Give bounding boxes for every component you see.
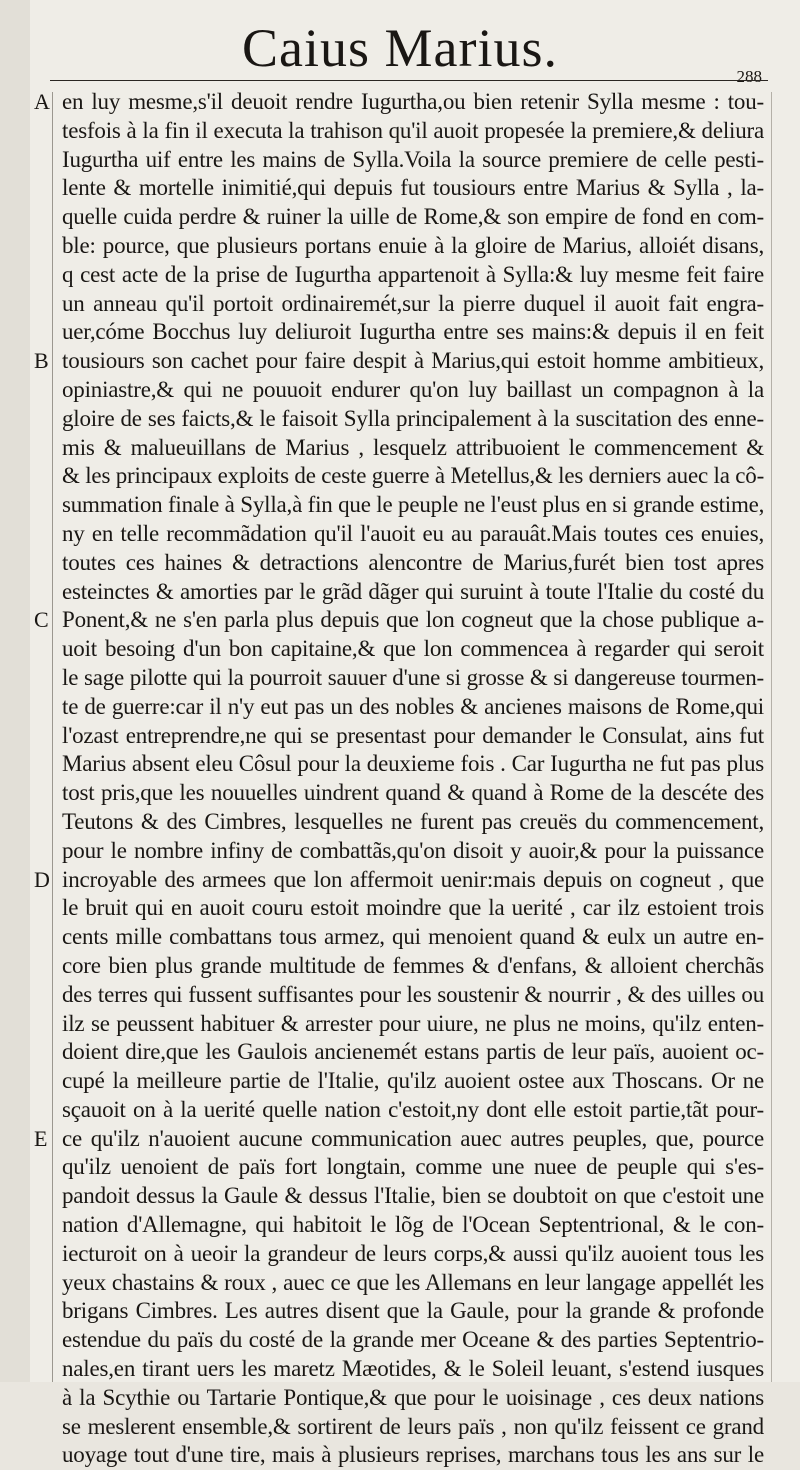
text-line: à la Scythie ou Tartarie Pontique,& que pour le uoisinage , ces deux nations <box>62 1384 764 1410</box>
text-line: pour le nombre infiny de combattãs,qu'on disoit y auoir,& pour la puissance <box>62 837 764 863</box>
text-line: l'ozast entreprendre,ne qui se presentast pour demander le Consulat, ains fut <box>62 722 764 748</box>
text-line: tousiours son cachet pour faire despit à Marius,qui estoit homme ambitieux, <box>62 348 764 374</box>
text-line: en luy mesme,s'il deuoit rendre Iugurtha,ou bien retenir Sylla mesme : tou- <box>62 89 764 114</box>
margin-marker: E <box>34 1125 48 1151</box>
body-text <box>62 88 764 1470</box>
margin-marker: C <box>34 607 49 633</box>
text-line: ny en telle recommãdation qu'il l'auoit eu au parauât.Mais toutes ces enuies, <box>62 520 764 546</box>
text-line: Teutons & des Cimbres, lesquelles ne furent pas creuës du commencement, <box>62 808 764 834</box>
page-header <box>0 12 800 86</box>
margin-marker: A <box>34 89 50 114</box>
margin-marker: B <box>34 348 49 374</box>
text-line: ilz se peussent habituer & arrester pour uiure, ne plus ne moins, qu'ilz enten- <box>62 1010 764 1036</box>
header-rule <box>50 80 768 81</box>
text-line: ble: pource, que plusieurs portans enuie à la gloire de Marius, alloiét disans, <box>62 232 764 258</box>
left-margin-rule <box>52 92 53 1382</box>
text-line: Marius absent eleu Côsul pour la deuxieme fois . Car Iugurtha ne fut pas plus <box>62 751 764 777</box>
text-line: toutes ces haines & detractions alencontre de Marius,furét bien tost apres <box>62 549 764 575</box>
text-line: le sage pilotte qui la pourroit sauuer d'une si grosse & si dangereuse tourmen- <box>62 664 764 690</box>
text-line: un anneau qu'il portoit ordinairemét,sur la pierre duquel il auoit fait engra- <box>62 290 764 316</box>
text-line: sçauoit on à la uerité quelle nation c'estoit,ny dont elle estoit partie,tãt pour- <box>62 1096 764 1122</box>
text-line: nation d'Allemagne, qui habitoit le lõg de l'Ocean Septentrional, & le con- <box>62 1212 764 1238</box>
page-gutter <box>0 0 30 1382</box>
text-line: estendue du païs du costé de la grande mer Oceane & des parties Septentrio- <box>62 1327 764 1353</box>
text-line: ce qu'ilz n'auoient aucune communication auec autres peuples, que, pource <box>62 1125 764 1151</box>
text-line: incroyable des armees que lon affermoit uenir:mais depuis on cogneut , que <box>62 866 764 892</box>
text-line: pandoit dessus la Gaule & dessus l'Italie, bien se doubtoit on que c'estoit une <box>62 1183 764 1209</box>
text-line: uoit besoing d'un bon capitaine,& que lon commencea à regarder qui seroit <box>62 636 764 662</box>
text-line: quelle cuida perdre & ruiner la uille de Rome,& son empire de fond en com- <box>62 204 764 230</box>
page-number: 288 <box>736 67 762 86</box>
text-line: doient dire,que les Gaulois ancienemét estans partis de leur païs, auoient oc- <box>62 1039 764 1065</box>
text-line: cents mille combattans tous armez, qui menoient quand & eulx un autre en- <box>62 924 764 950</box>
text-line: q cest acte de la prise de Iugurtha appartenoit à Sylla:& luy mesme feit faire <box>62 261 764 287</box>
text-line: se meslerent ensemble,& sortirent de leurs païs , non qu'ilz feissent ce grand <box>62 1413 764 1439</box>
text-line: lente & mortelle inimitié,qui depuis fut tousiours entre Marius & Sylla , la- <box>62 175 764 201</box>
text-line: tost pris,que les nouuelles uindrent quand & quand à Rome de la descéte des <box>62 780 764 806</box>
text-line: Ponent,& ne s'en parla plus depuis que lon cogneut que la chose publique a- <box>62 607 764 633</box>
text-line: uer,cóme Bocchus luy deliuroit Iugurtha entre ses mains:& depuis il en feit <box>62 319 764 345</box>
text-line: tesfois à la fin il executa la trahison qu'il auoit propesée la premiere,& deliura <box>62 117 764 143</box>
text-line: yeux chastains & roux , auec ce que les Allemans en leur langage appellét les <box>62 1269 764 1295</box>
text-line: Iugurtha uif entre les mains de Sylla.Voila la source premiere de celle pesti- <box>62 146 764 172</box>
text-line: le bruit qui en auoit couru estoit moindre que la uerité , car ilz estoient trois <box>62 895 764 921</box>
text-line: brigans Cimbres. Les autres disent que la Gaule, pour la grande & profonde <box>62 1298 764 1324</box>
text-line: te de guerre:car il n'y eut pas un des nobles & ancienes maisons de Rome,qui <box>62 693 764 719</box>
text-line: core bien plus grande multitude de femmes & d'enfans, & alloient cherchãs <box>62 952 764 978</box>
text-line: uoyage tout d'une tire, mais à plusieurs reprises, marchans tous les ans sur le <box>62 1442 764 1468</box>
text-line: iecturoit on à ueoir la grandeur de leurs corps,& aussi qu'ilz auoient tous les <box>62 1240 764 1266</box>
running-title: Caius Marius. <box>242 18 558 78</box>
right-margin-rule <box>771 92 772 1382</box>
text-line: gloire de ses faicts,& le faisoit Sylla principalement à la suscitation des enne- <box>62 405 764 431</box>
text-line: des terres qui fussent suffisantes pour les soustenir & nourrir , & des uilles ou <box>62 981 764 1007</box>
text-line: summation finale à Sylla,à fin que le peuple ne l'eust plus en si grande estime, <box>62 492 765 518</box>
text-line: nales,en tirant uers les maretz Mæotides, & le Soleil leuant, s'estend iusques <box>62 1356 764 1382</box>
text-line: qu'ilz uenoient de païs fort longtain, comme une nuee de peuple qui s'es- <box>62 1154 764 1180</box>
text-line: mis & malueuillans de Marius , lesquelz attribuoient le commencement & <box>62 434 764 460</box>
text-line: opiniastre,& qui ne pouuoit endurer qu'on luy baillast un compagnon à la <box>62 376 764 402</box>
text-line: esteinctes & amorties par le grãd dãger qui suruint à toute l'Italie du costé du <box>62 578 764 604</box>
margin-marker: D <box>34 866 50 892</box>
text-line: & les principaux exploits de ceste guerre à Metellus,& les derniers auec la cô- <box>62 463 765 489</box>
text-line: cupé la meilleure partie de l'Italie, qu'ilz auoient ostee aux Thoscans. Or ne <box>62 1068 764 1094</box>
